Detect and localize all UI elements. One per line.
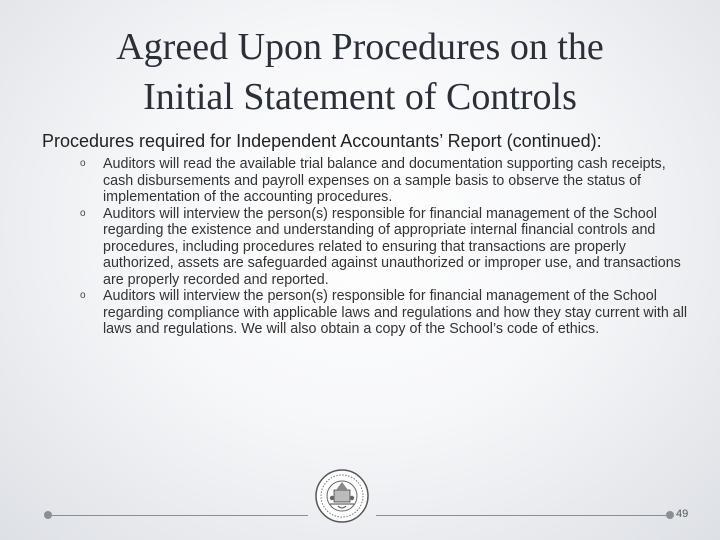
bullet-text: Auditors will interview the person(s) responsible for financial management of the School regarding the existence and understanding of appropriate internal financial controls and procedures, including procedures related to ensuring that transactions are properly authorized, assets are safeguarded against unauthorized or improper use, and transactions are properly recorded and reported. [103, 205, 681, 288]
slide-title-line-2: Initial Statement of Controls [143, 76, 577, 118]
footer-right-dot [666, 511, 674, 519]
page-number: 49 [676, 508, 689, 520]
bullet-text: Auditors will interview the person(s) responsible for financial management of the School regarding compliance with applicable laws and regulations and how they stay current with all laws and regulations. We will also obtain a copy of the School’s code of ethics. [103, 288, 688, 337]
bullet-item [80, 206, 690, 289]
bullet-item [80, 156, 690, 206]
bullet-marker-icon: o [80, 158, 86, 169]
subheading: Procedures required for Independent Accountants’ Report (continued): [42, 131, 602, 151]
bullet-marker-icon: o [80, 207, 86, 219]
footer-left-dot [44, 511, 52, 519]
slide-title-line-1: Agreed Upon Procedures on the [116, 26, 604, 68]
bullet-text: Auditors will read the available trial balance and documentation supporting cash receipts, cash disbursements and payroll expenses on a sample basis to observe the status of implementation of the accounting procedures. [103, 156, 666, 205]
footer-divider-right [376, 515, 666, 516]
bullet-item [80, 288, 690, 338]
state-seal-icon [314, 468, 370, 524]
footer-divider-left [52, 515, 308, 516]
bullet-list [80, 156, 690, 338]
slide-title [40, 22, 680, 122]
bullet-marker-icon: o [80, 290, 86, 301]
